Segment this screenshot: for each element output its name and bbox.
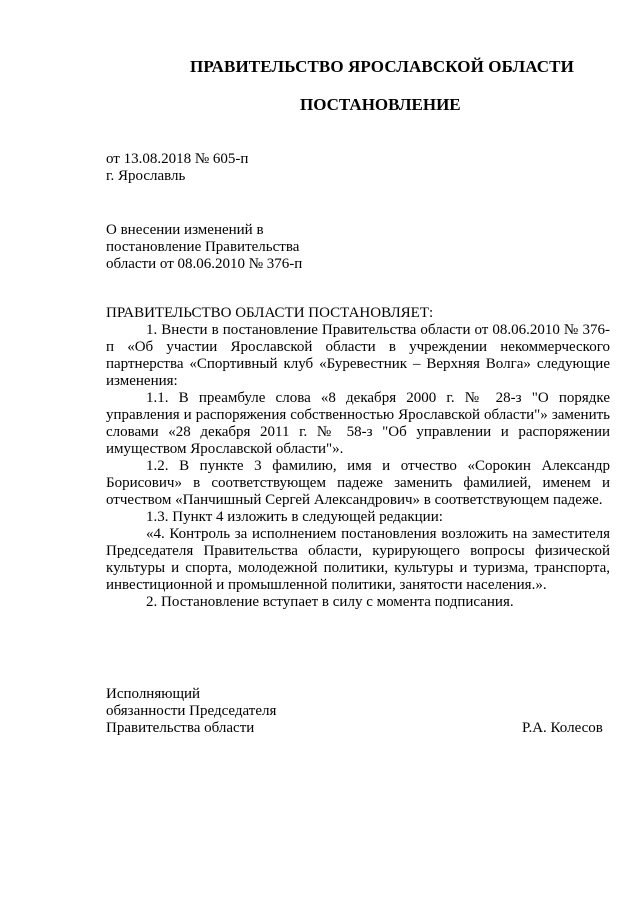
organization-title: ПРАВИТЕЛЬСТВО ЯРОСЛАВСКОЙ ОБЛАСТИ	[190, 57, 574, 76]
signatory-position-line: Исполняющий	[106, 686, 201, 702]
paragraph-1: 1. Внести в постановление Правительства области от 08.06.2010 № 376-п «Об участии Ярославской области в учреждении некоммерческого партнерства «Спортивный клуб «Буревестник – Верхняя Волга» следующие изменения:	[106, 322, 610, 389]
signatory-position	[106, 686, 276, 737]
signatory-position-line: обязанности Председателя	[106, 703, 277, 719]
decree-statement: ПРАВИТЕЛЬСТВО ОБЛАСТИ ПОСТАНОВЛЯЕТ:	[106, 305, 434, 321]
subject-line: области от 08.06.2010 № 376-п	[106, 256, 303, 272]
subject-line: О внесении изменений в	[106, 222, 264, 238]
signatory-name: Р.А. Колесов	[522, 720, 603, 736]
paragraph-1-1: 1.1. В преамбуле слова «8 декабря 2000 г. № 28-з "О порядке управления и распоряжения собственностью Ярославской области"» заменить словами «28 декабря 2011 г. № 58-з "Об управлении и распоряжении имуществом Ярославской области"».	[106, 390, 610, 457]
city: г. Ярославль	[106, 168, 186, 184]
signatory-position-line: Правительства области	[106, 720, 255, 736]
document-meta	[106, 151, 248, 185]
subject-line: постановление Правительства	[106, 239, 300, 255]
document-subject	[106, 222, 302, 273]
document-type-title: ПОСТАНОВЛЕНИЕ	[300, 95, 461, 114]
paragraph-1-3: 1.3. Пункт 4 изложить в следующей редакции:	[146, 509, 443, 525]
date-number: от 13.08.2018 № 605-п	[106, 151, 249, 167]
paragraph-2: 2. Постановление вступает в силу с момента подписания.	[146, 594, 514, 610]
paragraph-1-2: 1.2. В пункте 3 фамилию, имя и отчество «Сорокин Александр Борисович» в соответствующем падеже заменить фамилией, именем и отчеством «Панчишный Сергей Александрович» в соответствующем падеже.	[106, 458, 610, 508]
document-body	[106, 305, 610, 611]
paragraph-1-3-quote: «4. Контроль за исполнением постановления возложить на заместителя Председателя Правительства области, курирующего вопросы физической культуры и спорта, молодежной политики, культуры и туризма, транспорта, инвестиционной и промышленной политики, занятости населения.».	[106, 526, 610, 593]
